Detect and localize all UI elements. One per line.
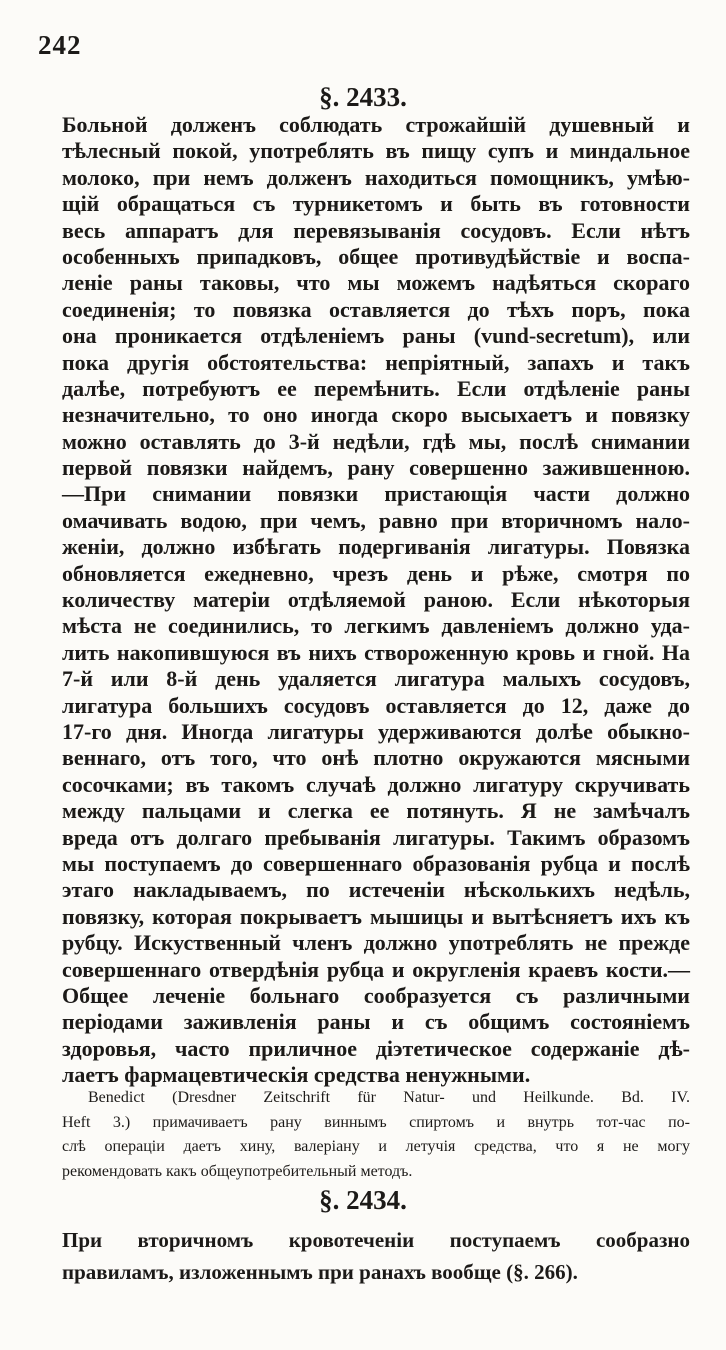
text-line: При вторичномъ кровотеченіи поступаемъ сообразно [62,1228,690,1252]
text-line: —При снимании повязки пристающія части должно [62,481,690,507]
footnote-line: Benedict (Dresdner Zeitschrift für Natur- und Heilkunde. Bd. IV. [88,1089,690,1106]
text-line: можно оставлять до 3-й недѣли, гдѣ мы, послѣ снимании [62,428,690,454]
text-line: мы поступаемъ до совершеннаго образованія рубца и послѣ [62,850,690,876]
section-heading-2434: §. 2434. [319,1185,407,1215]
footnote-line: слѣ операціи даетъ хину, валеріану и летучія средства, что я не могу [62,1138,690,1155]
text-line: тѣлесный покой, употреблять въ пищу супъ и миндальное [62,138,690,164]
text-line: совершеннаго отвердѣнія рубца и округленія краевъ кости.— [62,956,690,982]
text-line: вреда отъ долгаго пребыванія лигатуры. Такимъ образомъ [62,824,690,850]
text-line: далѣе, потребуютъ ее перемѣнить. Если отдѣленіе раны [62,375,690,401]
text-line: этаго накладываемъ, по истеченіи нѣсколькихъ недѣль, [62,877,690,903]
text-line: Общее леченіе больнаго сообразуется съ различными [62,982,690,1008]
text-line: рубцу. Искуственный членъ должно употреблять не прежде [62,930,690,956]
footnote-line: Heft 3.) примачиваетъ рану виннымъ спиртомъ и внутрь тот-час по- [62,1113,690,1131]
section-heading-2433: §. 2433. [319,82,407,112]
text-line: веннаго, отъ того, что онѣ плотно окружаются мясными [62,745,690,771]
text-line: лить накопившуюся въ нихъ створоженную кровь и гной. На [62,639,690,665]
text-line: лаетъ фармацевтическія средства ненужными. [62,1062,531,1088]
text-line: молоко, при немъ долженъ находиться помощникъ, умѣю- [62,164,690,190]
page-number: 242 [38,30,82,60]
text-line: правиламъ, изложеннымъ при ранахъ вообще (§. 266). [62,1260,578,1284]
text-line: щій обращаться съ турникетомъ и быть въ готовности [62,191,690,217]
text-line: пока другія обстоятельства: непріятный, запахъ и такъ [62,349,690,375]
text-line: женіи, должно избѣгать подергиванія лигатуры. Повязка [62,534,690,560]
text-line: Больной долженъ соблюдать строжайшій душевный и [62,112,690,137]
text-line: лигатура большихъ сосудовъ оставляется до 12, даже до [62,692,690,718]
text-line: леніе раны таковы, что мы можемъ надѣяться скораго [62,270,690,296]
text-line: періодами заживленія раны и съ общимъ состояніемъ [62,1009,690,1035]
text-line: обновляется ежедневно, чрезъ день и рѣже, смотря по [62,560,690,586]
text-line: особенныхъ припадковъ, общее противудѣйствіе и воспа- [62,243,690,269]
text-line: количеству матеріи отдѣляемой раною. Если нѣкоторыя [62,587,690,613]
footnote [62,1086,690,1184]
text-line: 17-го дня. Иногда лигатуры удерживаются долѣе обыкно- [62,718,690,744]
text-line: незначительно, то оно иногда скоро высыхаетъ и повязку [62,402,690,428]
text-line: 7-й или 8-й день удаляется лигатура малыхъ сосудовъ, [62,666,690,692]
text-line: повязку, которая покрываетъ мышицы и вытѣсняетъ ихъ къ [62,903,690,929]
text-line: здоровья, часто приличное діэтетическое содержаніе дѣ- [62,1035,690,1061]
text-line: она проникается отдѣленіемъ раны (vund-secretum), или [62,323,690,349]
text-line: сосочками; въ такомъ случаѣ должно лигатуру скручивать [62,771,690,797]
text-line: между пальцами и слегка ее потянуть. Я не замѣчалъ [62,798,690,824]
section-2433-paragraph [62,112,690,1088]
text-line: весь аппаратъ для перевязыванія сосудовъ. Если нѣтъ [62,217,690,243]
text-line: омачивать водою, при чемъ, равно при вторичномъ нало- [62,507,690,533]
footnote-line: рекомендовать какъ общеупотребительный методъ. [62,1162,413,1180]
text-line: мѣста не соединились, то легкимъ давленіемъ должно уда- [62,613,690,639]
section-2434-paragraph [62,1224,690,1288]
text-line: первой повязки найдемъ, рану совершенно зажившенною. [62,455,690,481]
text-line: соединенія; то повязка оставляется до тѣхъ поръ, пока [62,296,690,322]
